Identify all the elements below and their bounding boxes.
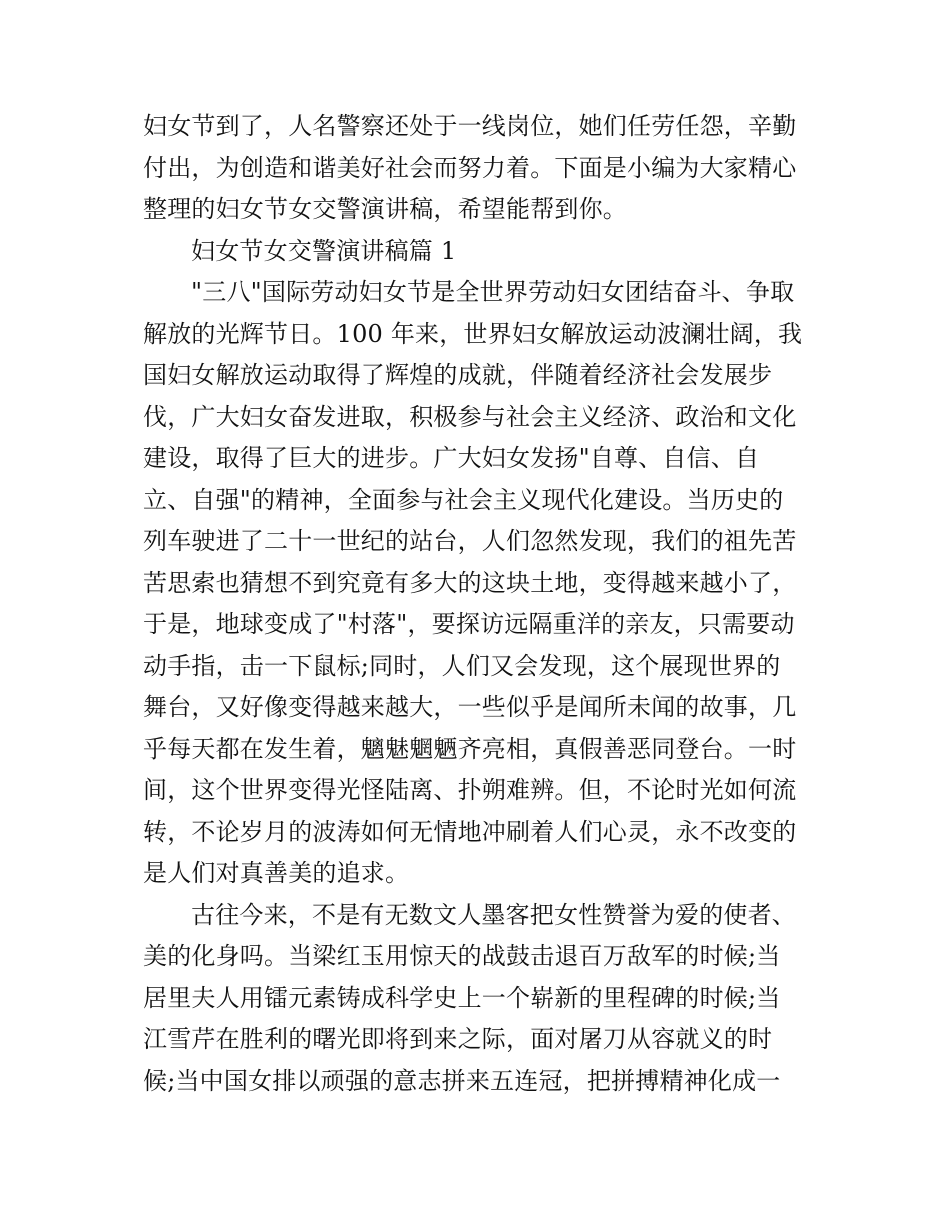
paragraph-line: "三八"国际劳动妇女节是全世界劳动妇女团结奋斗、争取 (191, 278, 795, 306)
paragraph-line: 居里夫人用镭元素铸成科学史上一个崭新的里程碑的时候;当 (143, 983, 781, 1012)
paragraph-line: 苦思索也猜想不到究竟有多大的这块土地，变得越来越小了， (143, 568, 797, 597)
paragraph-line: 建设，取得了巨大的进步。广大妇女发扬"自尊、自信、自 (143, 444, 760, 472)
paragraph-line: 江雪芹在胜利的曙光即将到来之际，面对屠刀从容就义的时 (143, 1025, 773, 1053)
paragraph-line: 立、自强"的精神，全面参与社会主义现代化建设。当历史的 (143, 485, 784, 514)
intro-line: 整理的妇女节女交警演讲稿，希望能帮到你。 (143, 195, 627, 223)
paragraph-line: 国妇女解放运动取得了辉煌的成就，伴随着经济社会发展步 (143, 361, 773, 389)
document-body (143, 106, 815, 1102)
paragraph-line: 舞台，又好像变得越来越大，一些似乎是闻所未闻的故事，几 (143, 693, 797, 721)
paragraph-line: 间，这个世界变得光怪陆离、扑朔难辨。但，不论时光如何流 (143, 776, 797, 804)
intro-line: 付出，为创造和谐美好社会而努力着。下面是小编为大家精心 (143, 153, 797, 182)
paragraph-line: 古往今来，不是有无数文人墨客把女性赞誉为爱的使者、 (191, 900, 796, 929)
paragraph-line: 列车驶进了二十一世纪的站台，人们忽然发现，我们的祖先苦 (143, 527, 797, 555)
paragraph-line: 是人们对真善美的追求。 (143, 859, 410, 887)
paragraph-line: 伐，广大妇女奋发进取，积极参与社会主义经济、政治和文化 (143, 402, 797, 431)
section-title: 妇女节女交警演讲稿篇 1 (191, 236, 457, 265)
paragraph-line: 解放的光辉节日。100 年来，世界妇女解放运动波澜壮阔，我 (143, 319, 803, 348)
paragraph-line: 美的化身吗。当梁红玉用惊天的战鼓击退百万敌军的时候;当 (143, 942, 781, 970)
paragraph-line: 转，不论岁月的波涛如何无情地冲刷着人们心灵，永不改变的 (143, 817, 797, 846)
paragraph-line: 乎每天都在发生着，魑魅魍魉齐亮相，真假善恶同登台。一时 (143, 734, 797, 763)
paragraph-line: 候;当中国女排以顽强的意志拼来五连冠，把拼搏精神化成一 (143, 1066, 781, 1095)
intro-line: 妇女节到了，人名警察还处于一线岗位，她们任劳任怨，辛勤 (143, 112, 797, 140)
paragraph-line: 动手指，击一下鼠标;同时，人们又会发现，这个展现世界的 (143, 651, 781, 680)
paragraph-line: 于是，地球变成了"村落"，要探访远隔重洋的亲友，只需要动 (143, 610, 795, 638)
